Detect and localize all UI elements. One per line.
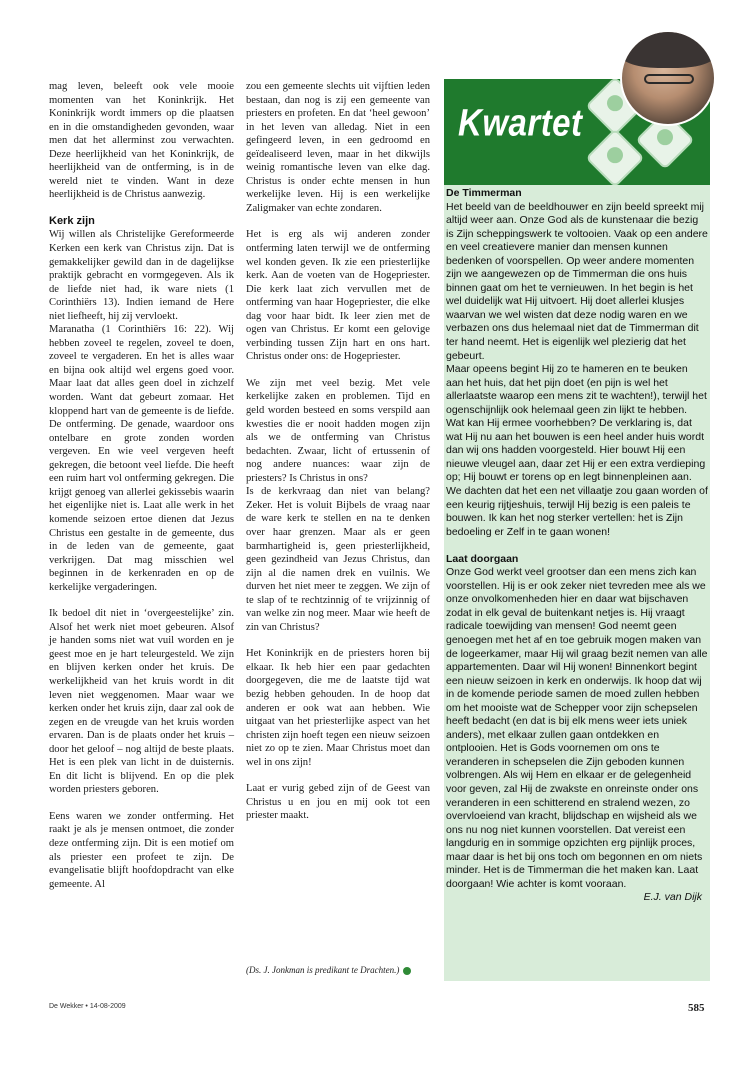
section-heading: Kerk zijn <box>49 214 95 227</box>
section-heading: Laat doorgaan <box>446 552 519 565</box>
author-photo <box>620 30 716 126</box>
footer-publication: De Wekker • 14-08-2009 <box>49 1003 126 1010</box>
article-column-middle <box>246 80 430 823</box>
end-dot-icon <box>403 967 411 975</box>
paragraph: Het Koninkrijk en de priesters horen bij elkaar. Ik heb hier een paar gedachten doorgegeven, die me de laatste tijd wat bezig hebben gehouden. In de hoop dat anderen er ook wat aan hebben. Wie uitgaat van het priesterlijke aspect van het christen zijn hoeft tegen een nieuw seizoen niet zo op te zien. Maar Christus moet dan wel in ons zijn! <box>246 648 430 768</box>
signature: E.J. van Dijk <box>643 891 702 904</box>
paragraph: Onze God werkt veel grootser dan een mens zich kan voorstellen. Hij is er ook zeker niet tevreden mee als we onze onvolkomenheden hier en daar wat bijschaven zodat in elk geval de buitenkant netjes is. Hij vraagt radicale toewijding van mensen! God neemt geen genoegen met het af en toe gebruik mogen maken van de logeerkamer, maar Hij wil graag bezit nemen van alle appartementen. Daar wil Hij wonen! Binnenkort begint een nieuw seizoen in kerk en onderwijs. Ik hoop dat wij in de komende periode samen de moed zullen hebben om het mooiste wat de Schepper voor zijn schepselen heeft bedacht (en dat is bij elk mens weer iets uniek anders), met elkaar zullen gaan ontdekken en ontplooien. Het is Gods voornemen om ons te veranderen in schepselen die Zijn geboden kunnen volbrengen. Als wij Hem en elkaar er de gelegenheid voor geven, zal Hij de zwakste en onreinste onder ons veranderen in een schitterend en stralend wezen, zo overvloeiend van kracht, blijdschap en wijsheid als we ons nu nog niet kunnen voorstellen. Dat vereist een langdurig en in sommige opzichten erg pijnlijk proces, maar daar is het bij ons toch om begonnen en om niets minder. Het is de Timmerman die het maken kan. Laat doorgaan! Wie achter is komt vooraan. <box>446 566 708 890</box>
kwartet-title: Kwartet <box>458 101 583 144</box>
paragraph: Is de kerkvraag dan niet van belang? Zeker. Het is voluit Bijbels de vraag naar de ware kerk te stellen en na te denken over haar grenzen. Maar als er geen barmhartigheid is, geen priesterlijkheid, geen gezindheid van Jezus Christus, dan zijn al die namen drek en vuilnis. We durven het niet meer te zeggen. We zijn of te slap of te rechtzinnig of te vrijzinnig of van welke zin nog meer. Maar wie heeft de zin van Christus? <box>246 486 430 633</box>
paragraph: zou een gemeente slechts uit vijftien leden bestaan, dan nog is zij een gemeente van priesters en profeten. En dat ‘heel gewoon’ in het leven van alledag. Niet in een gefingeerd leven, in een gedroomd en geïdealiseerd leven, maar in het dikwijls weinig romantische leven van elke dag. Christus is onder echte mensen in hun werkelijke leven. Hij is een werkelijke Zaligmaker van echte zondaren. <box>246 81 430 214</box>
paragraph: Laat er vurig gebed zijn of de Geest van Christus u en jou en mij ook tot een priester maakt. <box>246 783 430 822</box>
paragraph: Het beeld van de beeldhouwer en zijn beeld spreekt mij altijd weer aan. Onze God als de kunstenaar die bezig is Zijn scheppingswerk te voltooien. Vaak op een andere en veel creatievere manier dan mensen kunnen bedenken of voorspellen. Op weer andere momenten zijn we aangewezen op de Timmerman die ons huis binnen gaat om het te vernieuwen. In het begin is het wel duidelijk wat Hij uitvoert. Hij doet allerlei klusjes waarvan we wel wisten dat deze nodig waren en we verbazen ons dus helemaal niet dat de Timmerman dit ter hand neemt. Het is eigenlijk wel plezierig dat het gebeurt. <box>446 200 708 362</box>
paragraph: Het is erg als wij anderen zonder ontferming laten terwijl we de ontferming wel konden geven. Ik zie een priesterlijke kerk. Aan de voeten van de Hogepriester. Die kerk laat zich vervullen met de ontferming van haar Hogepriester, die elke dag voor haar bidt. Ik leer zien met de ogen van Christus. Er komt een gelovige verbinding tussen Zijn hart en ons hart. Christus onder ons: de Hogepriester. <box>246 229 430 363</box>
author-credit-text: (Ds. J. Jonkman is predikant te Drachten.) <box>246 965 400 975</box>
paragraph: We zijn met veel bezig. Met vele kerkelijke zaken en problemen. Tijd en geld worden besteed en soms verspild aan kwesties die er nooit hadden mogen zijn als we de ontferming van Christus bedachten. Zwaar, licht of ertussenin of nog andere nuances: waar zijn de priesters? Is Christus in ons? <box>246 377 430 484</box>
paragraph: Wij willen als Christelijke Gereformeerde Kerken een kerk van Christus zijn. Dat is gemakkelijker gewild dan in de dagelijkse praktijk gebracht en vormgegeven. Als ik de liefde niet had, ik ware niets (1 Corinthiërs 13). Indien iemand de Here niet liefheeft, hij zij vervloekt. <box>49 229 234 322</box>
clover-leaf-icon <box>585 128 644 185</box>
paragraph: Eens waren we zonder ontferming. Het raakt je als je mensen ontmoet, die zonder deze ontferming zijn. Dit is een motief om als priester een profeet te zijn. De evangelisatie blijft hoofdopdracht van elke gemeente. Al <box>49 810 234 890</box>
paragraph: mag leven, beleeft ook vele mooie momenten van het Koninkrijk. Het Koninkrijk wordt immers op die plaatsen en in die omstandigheden gevonden, waar men dat het allerminst zou verwachten. Deze heerlijkheid van het Koninkrijk, de heerlijkheid van de ontferming, is in de wereld niet te vinden. Want in deze heerlijkheid is de Christus aanwezig. <box>49 81 234 201</box>
paragraph: Maar opeens begint Hij zo te hameren en te beuken aan het huis, dat het pijn doet (en pijn is wel het allerlaatste waarop een mens zit te wachten!), terwijl het ogenschijnlijk ook helemaal geen zin lijkt te hebben. Wat kan Hij ermee voorhebben? De verklaring is, dat wat Hij nu aan het bouwen is een heel ander huis wordt dan wij ons hadden voorgesteld. Hier bouwt Hij een nieuwe vleugel aan, daar zet Hij er een extra verdieping op; Hij bouwt er torens op en legt binnenpleinen aan. We dachten dat het een net villaatje zou gaan worden of een keurig rijtjeshuis, terwijl Hij bezig is een paleis te bouwen. Ik kan het nog sterker vertellen: het is Zijn bedoeling er Zelf in te gaan wonen! <box>446 363 708 538</box>
paragraph: Ik bedoel dit niet in ‘overgeestelijke’ zin. Alsof het werk niet moet gebeuren. Alsof je handen soms niet wat vuil worden en je geest moe en je hart teleurgesteld. We zijn en blijven kerken onder het kruis. De werkelijkheid van het kruis wordt in dit leven niet weggenomen. Maar waar we kerken onder het kruis zijn, daar zal ook de zegen en de vreugde van het kruis worden ervaren. Dan is de plaats onder het kruis – door het geloof – nog altijd de beste plaats. Het is een plek van licht in de duisternis. En dit licht is blijvend. En op die plek worden priesters geboren. <box>49 608 234 796</box>
article-column-left <box>49 80 234 891</box>
paragraph: Maranatha (1 Corinthiërs 16: 22). Wij hebben zoveel te regelen, zoveel te doen, zoveel te vergaderen. En het is alles waar en bijna ook altijd wel ergens goed voor. Maar laat dat alles geen doel in zichzelf worden. Want dat gebeurt zomaar. Het kloppend hart van de gemeente is de liefde. De ontferming. De genade, waardoor ons ontelbare en grote zonden worden vergeven. En wie veel vergeven heeft gekregen, die betoont veel liefde. Die heeft een ruim hart vol ontferming gekregen. Die krijgt genoeg van allerlei gekissebis waarin het eigenlijke niet is. Laat alle werk in het komende seizoen ertoe dienen dat Jezus Christus een gestalte in de gemeente, dus in de leden van de gemeente, gaat verkrijgen. Dat mag misschien wel beginnen in de kerkenraden en op de kerkelijke vergaderingen. <box>49 324 234 593</box>
section-heading: De Timmerman <box>446 187 522 199</box>
author-credit <box>246 965 430 975</box>
page-number: 585 <box>688 1002 705 1014</box>
kwartet-column <box>446 187 708 905</box>
